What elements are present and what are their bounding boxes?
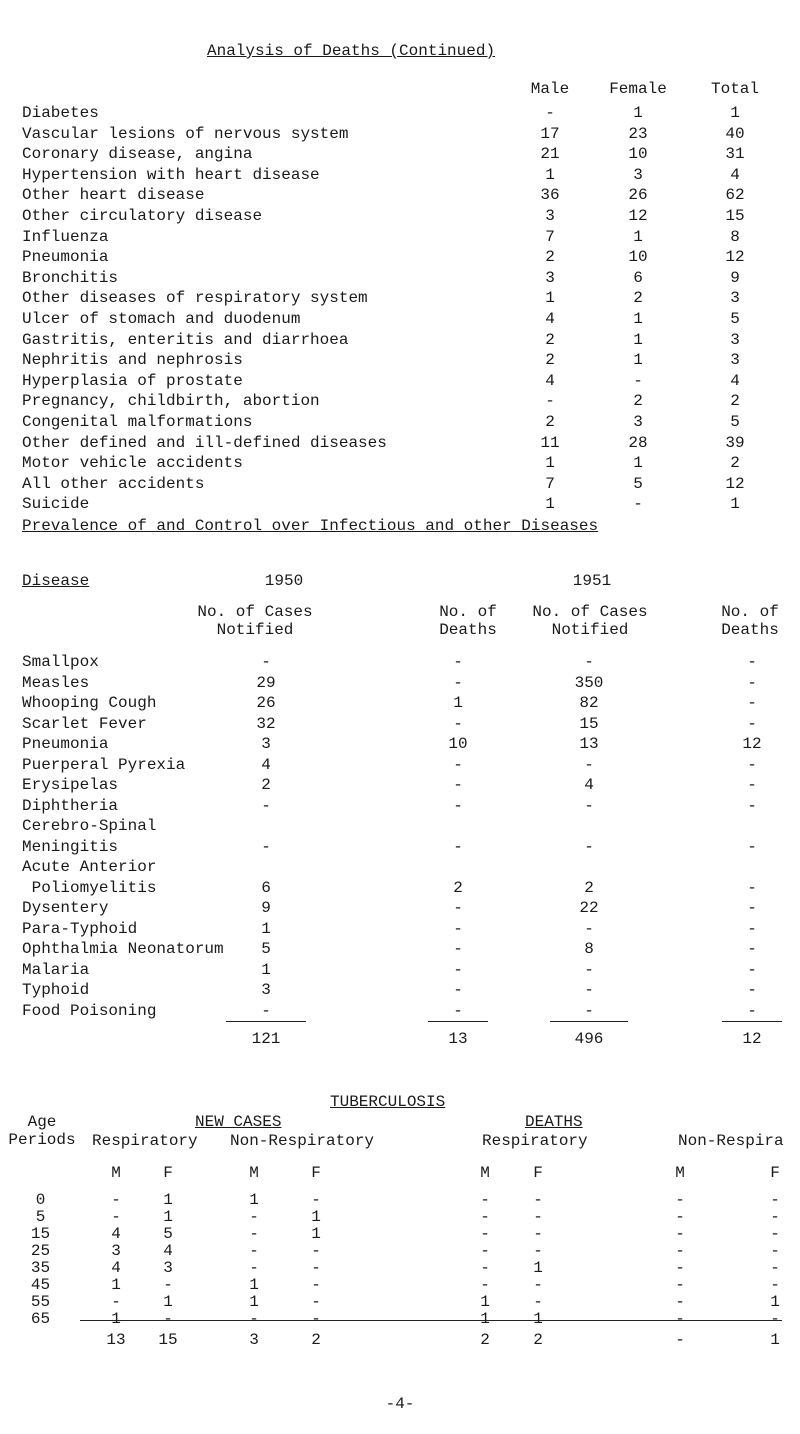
tb-value: 1 [163, 1191, 173, 1209]
total-count: 62 [725, 186, 745, 205]
tb-value: - [311, 1293, 321, 1311]
total-rule-4 [722, 1021, 782, 1022]
tb-value: - [311, 1191, 321, 1209]
tb-total-rule [80, 1320, 782, 1321]
age-period: 35 [30, 1259, 51, 1277]
cases-1950: - [261, 1001, 271, 1020]
cause-label: Gastritis, enteritis and diarrhoea [22, 330, 349, 349]
deaths-1951: - [747, 940, 757, 958]
cause-label: Diabetes [22, 104, 99, 122]
female-count: 28 [628, 433, 648, 452]
cause-label: Bronchitis [22, 268, 119, 287]
deaths-1951: 12 [742, 735, 762, 753]
male-count: 1 [545, 165, 555, 184]
cases-1951: 15 [579, 714, 599, 733]
age-period: 5 [35, 1208, 46, 1226]
deaths-1950: - [453, 940, 463, 958]
cases-header-1951: No. of Cases Notified [532, 603, 648, 639]
cases-1950: 26 [256, 694, 276, 712]
disease-name: Meningitis [22, 837, 119, 856]
cases-1951: - [584, 919, 594, 938]
year-1950: 1950 [264, 572, 304, 590]
tb-value: 1 [111, 1310, 121, 1328]
cause-label: Other heart disease [22, 186, 205, 205]
cases-1951: 82 [579, 694, 599, 712]
total-count: 3 [730, 289, 740, 308]
tb-value: - [533, 1276, 543, 1294]
cases-1950: - [261, 653, 271, 671]
deaths-1951: - [747, 653, 757, 671]
female-count: 10 [628, 248, 648, 267]
tb-value: - [770, 1191, 780, 1209]
male-count: 17 [540, 124, 560, 143]
cases-1951: 8 [584, 940, 594, 958]
age-period: 0 [35, 1191, 46, 1209]
deaths-1951: - [747, 878, 757, 897]
deaths-1950: 10 [448, 735, 468, 753]
male-count: 4 [545, 371, 555, 390]
deaths-1950: - [453, 837, 463, 856]
total-count: 1 [730, 104, 740, 122]
disease-name: Diphtheria [22, 796, 119, 815]
total-count: 4 [730, 165, 740, 184]
disease-name: Typhoid [22, 981, 90, 999]
tb-value: - [249, 1208, 259, 1226]
female-header: F [311, 1164, 321, 1182]
tb-title: TUBERCULOSIS [330, 1093, 446, 1111]
male-count: 2 [545, 413, 555, 431]
deaths-1951: - [747, 694, 757, 712]
disease-name: Dysentery [22, 899, 109, 917]
cases-1950: 1 [261, 919, 271, 938]
female-count: 1 [633, 351, 643, 370]
tb-value: - [480, 1191, 490, 1209]
disease-name: Measles [22, 673, 90, 692]
tb-value: - [533, 1208, 543, 1226]
deaths-1950: - [453, 919, 463, 938]
female-count: - [633, 495, 643, 514]
cause-label: Nephritis and nephrosis [22, 351, 243, 370]
deaths-1950: - [453, 981, 463, 999]
cases-1951: - [584, 960, 594, 979]
total-rule-1 [226, 1021, 306, 1022]
tb-value: - [533, 1242, 543, 1260]
tb-value: 1 [533, 1259, 543, 1277]
male-count: - [545, 392, 555, 411]
disease-name: Ophthalmia Neonatorum [22, 940, 224, 958]
total-count: 3 [730, 330, 740, 349]
deaths-1950: - [453, 776, 463, 794]
cases-1950: 9 [261, 899, 271, 917]
male-header: M [480, 1164, 490, 1182]
disease-name: Cerebro-Spinal [22, 817, 157, 835]
cause-label: Vascular lesions of nervous system [22, 124, 349, 143]
tb-total: 2 [480, 1331, 490, 1349]
cases-1950: 5 [261, 940, 271, 958]
cause-label: All other accidents [22, 474, 205, 493]
tb-value: - [770, 1310, 780, 1328]
female-count: 2 [633, 392, 643, 411]
cases-1951: 13 [579, 735, 599, 753]
male-count: 1 [545, 289, 555, 308]
male-count: 3 [545, 268, 555, 287]
disease-name: Malaria [22, 960, 90, 979]
cause-label: Suicide [22, 495, 90, 514]
tb-deaths: DEATHS [525, 1113, 583, 1131]
deaths-1951: - [747, 981, 757, 999]
total-count: 9 [730, 268, 740, 287]
total-count: 12 [725, 474, 745, 493]
female-count: 5 [633, 474, 643, 493]
disease-name: Scarlet Fever [22, 714, 147, 733]
deaths-1950: - [453, 714, 463, 733]
female-count: 23 [628, 124, 648, 143]
tb-value: - [770, 1259, 780, 1277]
tb-value: - [480, 1259, 490, 1277]
total-count: 39 [725, 433, 745, 452]
female-count: 3 [633, 413, 643, 431]
female-header: F [163, 1164, 173, 1182]
disease-name: Erysipelas [22, 776, 119, 794]
cause-label: Pneumonia [22, 248, 109, 267]
total-count: 4 [730, 371, 740, 390]
cases-1951: 22 [579, 899, 599, 917]
total-count: 12 [725, 248, 745, 267]
deaths-1950: - [453, 899, 463, 917]
deaths-1950: - [453, 755, 463, 774]
female-count: 1 [633, 454, 643, 473]
page-title: Analysis of Deaths (Continued) [207, 42, 496, 60]
tb-value: - [675, 1208, 685, 1226]
age-period: 15 [30, 1225, 51, 1243]
cases-1951: - [584, 837, 594, 856]
female-count: 1 [633, 227, 643, 246]
cases-1951: 350 [574, 673, 604, 692]
tb-value: 4 [111, 1225, 121, 1243]
tb-value: - [249, 1310, 259, 1328]
tb-value: 1 [311, 1208, 321, 1226]
tb-value: - [311, 1310, 321, 1328]
deaths-1951: - [747, 919, 757, 938]
tb-total: - [675, 1331, 685, 1349]
cases-1951: - [584, 1001, 594, 1020]
deaths-1951: - [747, 796, 757, 815]
tb-value: 1 [770, 1293, 780, 1311]
tb-death-non-respiratory: Non-Respira [678, 1132, 784, 1150]
female-count: 26 [628, 186, 648, 205]
page-number: -4- [385, 1395, 415, 1413]
tb-value: 4 [163, 1242, 173, 1260]
tb-death-respiratory: Respiratory [482, 1132, 588, 1150]
tb-value: - [480, 1225, 490, 1243]
tb-total: 1 [770, 1331, 780, 1349]
tb-value: - [770, 1208, 780, 1226]
tb-value: - [675, 1259, 685, 1277]
total-count: 31 [725, 145, 745, 164]
tb-value: 1 [249, 1276, 259, 1294]
cause-label: Hypertension with heart disease [22, 165, 320, 184]
female-header: F [770, 1164, 780, 1182]
tb-new-respiratory: Respiratory [92, 1132, 198, 1150]
tb-value: - [675, 1191, 685, 1209]
male-header: M [249, 1164, 259, 1182]
cases-1950: 29 [256, 673, 276, 692]
tb-value: 1 [163, 1293, 173, 1311]
cases-1950: 3 [261, 735, 271, 753]
tb-value: - [480, 1208, 490, 1226]
total-rule-3 [550, 1021, 628, 1022]
total-count: 40 [725, 124, 745, 143]
total-deaths-1951: 12 [742, 1030, 762, 1048]
tb-value: 1 [311, 1225, 321, 1243]
tb-value: - [675, 1293, 685, 1311]
cause-label: Congenital malformations [22, 413, 253, 431]
tb-value: - [111, 1293, 121, 1311]
total-deaths-1950: 13 [448, 1030, 468, 1048]
deaths-1950: - [453, 653, 463, 671]
male-count: 7 [545, 227, 555, 246]
deaths-1950: - [453, 796, 463, 815]
cases-header-1950: No. of Cases Notified [197, 603, 313, 639]
disease-name: Poliomyelitis [22, 878, 157, 897]
tb-value: - [770, 1242, 780, 1260]
tb-value: - [163, 1276, 173, 1294]
cases-1950: 32 [256, 714, 276, 733]
deaths-1951: - [747, 899, 757, 917]
tb-value: 1 [249, 1293, 259, 1311]
tb-new-non-respiratory: Non-Respiratory [230, 1132, 375, 1150]
header-total: Total [710, 80, 759, 98]
age-period: 45 [30, 1276, 51, 1294]
tb-value: - [533, 1293, 543, 1311]
cases-1951: 4 [584, 776, 594, 794]
cause-label: Other diseases of respiratory system [22, 289, 368, 308]
header-male: Male [530, 80, 570, 98]
header-female: Female [609, 80, 667, 98]
disease-name: Whooping Cough [22, 694, 157, 712]
male-header: M [675, 1164, 685, 1182]
cause-label: Pregnancy, childbirth, abortion [22, 392, 320, 411]
tb-value: 3 [111, 1242, 121, 1260]
tb-value: - [480, 1276, 490, 1294]
female-count: 3 [633, 165, 643, 184]
male-count: - [545, 104, 555, 122]
deaths-1951: - [747, 776, 757, 794]
cases-1950: 3 [261, 981, 271, 999]
age-period: 25 [30, 1242, 51, 1260]
cases-1951: - [584, 981, 594, 999]
tb-total: 13 [106, 1331, 126, 1349]
total-cases-1951: 496 [574, 1030, 604, 1048]
cases-1950: 4 [261, 755, 271, 774]
total-count: 2 [730, 454, 740, 473]
tb-value: 1 [163, 1208, 173, 1226]
tb-value: - [311, 1276, 321, 1294]
tb-value: - [311, 1242, 321, 1260]
cases-1950: - [261, 837, 271, 856]
female-count: 10 [628, 145, 648, 164]
prevalence-title: Prevalence of and Control over Infectious and other Diseases [22, 517, 599, 535]
cause-label: Ulcer of stomach and duodenum [22, 310, 301, 328]
cause-label: Motor vehicle accidents [22, 454, 243, 473]
cases-1950: 1 [261, 960, 271, 979]
male-count: 7 [545, 474, 555, 493]
male-count: 21 [540, 145, 560, 164]
tb-value: - [675, 1225, 685, 1243]
cases-1951: - [584, 653, 594, 671]
tb-new-cases: NEW CASES [195, 1113, 282, 1131]
tb-value: - [249, 1259, 259, 1277]
tb-age-header: Age Periods [8, 1113, 76, 1149]
male-count: 11 [540, 433, 560, 452]
cases-1950: 6 [261, 878, 271, 897]
total-count: 5 [730, 310, 740, 328]
tb-value: - [163, 1310, 173, 1328]
year-1951: 1951 [572, 572, 612, 590]
male-count: 1 [545, 454, 555, 473]
male-count: 36 [540, 186, 560, 205]
deaths-1950: - [453, 960, 463, 979]
deaths-1950: - [453, 673, 463, 692]
tb-value: 1 [533, 1310, 543, 1328]
male-count: 2 [545, 351, 555, 370]
tb-value: 3 [163, 1259, 173, 1277]
tb-value: - [675, 1310, 685, 1328]
deaths-1950: 1 [453, 694, 463, 712]
tb-value: - [533, 1191, 543, 1209]
female-count: 2 [633, 289, 643, 308]
total-cases-1950: 121 [251, 1030, 281, 1048]
cases-1951: 2 [584, 878, 594, 897]
tb-value: 1 [249, 1191, 259, 1209]
deaths-1951: - [747, 755, 757, 774]
tb-value: 1 [480, 1293, 490, 1311]
disease-header: Disease [22, 572, 90, 590]
total-count: 1 [730, 495, 740, 514]
cases-1951: - [584, 755, 594, 774]
tb-value: - [675, 1276, 685, 1294]
female-count: 1 [633, 330, 643, 349]
cases-1951: - [584, 796, 594, 815]
tb-value: - [480, 1242, 490, 1260]
deaths-1951: - [747, 837, 757, 856]
cause-label: Other circulatory disease [22, 207, 263, 225]
male-count: 1 [545, 495, 555, 514]
tb-value: 5 [163, 1225, 173, 1243]
female-count: 6 [633, 268, 643, 287]
female-count: 1 [633, 310, 643, 328]
disease-name: Smallpox [22, 653, 99, 671]
deaths-1950: - [453, 1001, 463, 1020]
tb-total: 2 [533, 1331, 543, 1349]
cause-label: Hyperplasia of prostate [22, 371, 243, 390]
tb-value: - [675, 1242, 685, 1260]
total-count: 2 [730, 392, 740, 411]
disease-name: Pneumonia [22, 735, 109, 753]
male-count: 4 [545, 310, 555, 328]
deaths-1951: - [747, 960, 757, 979]
age-period: 55 [30, 1293, 51, 1311]
male-count: 3 [545, 207, 555, 225]
total-rule-2 [428, 1021, 488, 1022]
tb-value: - [533, 1225, 543, 1243]
deaths-1951: - [747, 1001, 757, 1020]
tb-value: - [111, 1191, 121, 1209]
cause-label: Other defined and ill-defined diseases [22, 433, 387, 452]
male-count: 2 [545, 248, 555, 267]
cases-1950: 2 [261, 776, 271, 794]
male-count: 2 [545, 330, 555, 349]
tb-value: - [249, 1242, 259, 1260]
disease-name: Acute Anterior [22, 858, 157, 876]
cause-label: Coronary disease, angina [22, 145, 253, 164]
tb-total: 3 [249, 1331, 259, 1349]
deaths-header-1951: No. of Deaths [721, 603, 779, 639]
female-count: - [633, 371, 643, 390]
cause-label: Influenza [22, 227, 109, 246]
female-count: 12 [628, 207, 648, 225]
tb-value: - [249, 1225, 259, 1243]
age-period: 65 [30, 1310, 51, 1328]
female-count: 1 [633, 104, 643, 122]
tb-value: - [770, 1225, 780, 1243]
deaths-1951: - [747, 673, 757, 692]
disease-name: Para-Typhoid [22, 919, 138, 938]
total-count: 5 [730, 413, 740, 431]
disease-name: Puerperal Pyrexia [22, 755, 186, 774]
total-count: 3 [730, 351, 740, 370]
deaths-header-1950: No. of Deaths [439, 603, 497, 639]
deaths-1950: 2 [453, 878, 463, 897]
deaths-1951: - [747, 714, 757, 733]
tb-value: 1 [111, 1276, 121, 1294]
total-count: 8 [730, 227, 740, 246]
tb-value: - [311, 1259, 321, 1277]
female-header: F [533, 1164, 543, 1182]
tb-value: 1 [480, 1310, 490, 1328]
tb-total: 2 [311, 1331, 321, 1349]
tb-total: 15 [158, 1331, 178, 1349]
tb-value: - [770, 1276, 780, 1294]
total-count: 15 [725, 207, 745, 225]
tb-value: - [111, 1208, 121, 1226]
tb-value: 4 [111, 1259, 121, 1277]
cases-1950: - [261, 796, 271, 815]
disease-name: Food Poisoning [22, 1001, 157, 1020]
male-header: M [111, 1164, 121, 1182]
